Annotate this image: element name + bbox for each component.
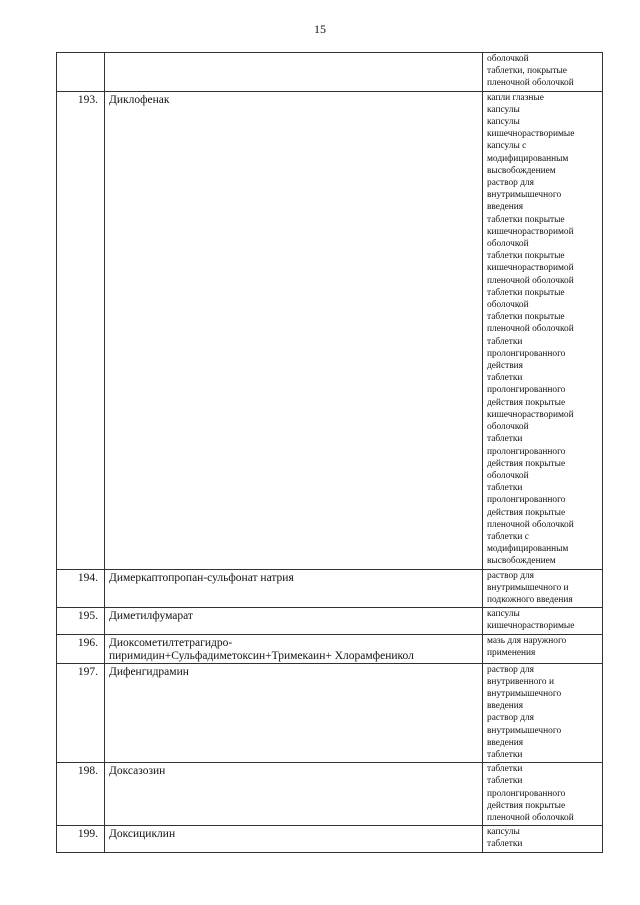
- table-row: [57, 663, 603, 763]
- dosage-form-line: таблетки: [487, 483, 523, 494]
- row-number: 195.: [57, 608, 105, 634]
- dosage-forms: [483, 634, 603, 663]
- table-row: [57, 634, 603, 663]
- dosage-form-line: внутримышечного и: [487, 582, 569, 593]
- table-row: [57, 826, 603, 852]
- drug-name: [105, 53, 483, 92]
- dosage-form-line: кишечнорастворимые: [487, 129, 575, 140]
- dosage-forms: [483, 53, 603, 92]
- dosage-form-line: действия покрытые: [487, 458, 566, 469]
- dosage-form-line: оболочкой: [487, 470, 529, 481]
- dosage-form-line: таблетки: [487, 373, 523, 384]
- dosage-form-line: таблетки: [487, 776, 523, 787]
- dosage-form-line: раствор для: [487, 664, 534, 675]
- dosage-form-line: внутривенного и: [487, 676, 554, 687]
- row-number: 194.: [57, 569, 105, 608]
- dosage-form-line: кишечнорастворимые: [487, 621, 575, 632]
- dosage-form-line: таблетки: [487, 336, 523, 347]
- row-number: 198.: [57, 763, 105, 826]
- dosage-form-line: кишечнорастворимой: [487, 263, 574, 274]
- drug-name-line: Диоксометилтетрагидро-: [109, 636, 233, 649]
- dosage-form-line: оболочкой: [487, 239, 529, 250]
- drug-name: Диклофенак: [105, 91, 483, 569]
- dosage-forms: [483, 663, 603, 763]
- dosage-form-line: оболочкой: [487, 300, 529, 311]
- row-number: 197.: [57, 663, 105, 763]
- dosage-form-line: капсулы с: [487, 141, 527, 152]
- dosage-form-line: капсулы: [487, 104, 520, 115]
- dosage-form-line: модифицированным: [487, 544, 569, 555]
- dosage-form-line: внутримышечного: [487, 190, 562, 201]
- dosage-form-line: действия: [487, 361, 523, 372]
- page-number: 15: [314, 22, 326, 36]
- drug-name: Диметилфумарат: [105, 608, 483, 634]
- dosage-form-line: введения: [487, 737, 524, 748]
- drug-table: [56, 52, 603, 853]
- drug-name: Дифенгидрамин: [105, 663, 483, 763]
- dosage-form-line: раствор для: [487, 178, 534, 189]
- dosage-form-line: таблетки с: [487, 531, 529, 542]
- table-row: [57, 569, 603, 608]
- dosage-form-line: капли глазные: [487, 92, 544, 103]
- dosage-form-line: пролонгированного: [487, 348, 566, 359]
- dosage-form-line: капсулы: [487, 609, 520, 620]
- dosage-form-line: капсулы: [487, 827, 520, 838]
- dosage-form-line: пленочной оболочкой: [487, 275, 574, 286]
- dosage-form-line: раствор для: [487, 713, 534, 724]
- dosage-form-line: таблетки, покрытые: [487, 66, 567, 77]
- dosage-form-line: таблетки покрытые: [487, 312, 565, 323]
- dosage-form-line: пролонгированного: [487, 385, 566, 396]
- dosage-form-line: таблетки: [487, 749, 523, 760]
- row-number: 196.: [57, 634, 105, 663]
- dosage-forms: [483, 826, 603, 852]
- dosage-form-line: пленочной оболочкой: [487, 812, 574, 823]
- dosage-forms: [483, 763, 603, 826]
- dosage-form-line: пролонгированного: [487, 495, 566, 506]
- row-number: [57, 53, 105, 92]
- dosage-form-line: внутримышечного: [487, 688, 562, 699]
- drug-name: Доксазозин: [105, 763, 483, 826]
- dosage-form-line: подкожного введения: [487, 594, 573, 605]
- dosage-form-line: таблетки покрытые: [487, 214, 565, 225]
- dosage-form-line: введения: [487, 701, 524, 712]
- dosage-form-line: кишечнорастворимой: [487, 409, 574, 420]
- dosage-form-line: оболочкой: [487, 422, 529, 433]
- table-row: [57, 763, 603, 826]
- drug-name: Доксициклин: [105, 826, 483, 852]
- table-row: [57, 91, 603, 569]
- dosage-form-line: модифицированным: [487, 153, 569, 164]
- drug-name: [105, 634, 483, 663]
- dosage-form-line: действия покрытые: [487, 507, 566, 518]
- dosage-form-line: пролонгированного: [487, 446, 566, 457]
- dosage-form-line: раствор для: [487, 570, 534, 581]
- dosage-form-line: высвобождением: [487, 556, 556, 567]
- dosage-form-line: введения: [487, 202, 524, 213]
- dosage-form-line: капсулы: [487, 117, 520, 128]
- dosage-form-line: кишечнорастворимой: [487, 226, 574, 237]
- dosage-form-line: внутримышечного: [487, 725, 562, 736]
- dosage-form-line: пленочной оболочкой: [487, 324, 574, 335]
- dosage-forms: [483, 91, 603, 569]
- dosage-form-line: применения: [487, 647, 536, 658]
- row-number: 199.: [57, 826, 105, 852]
- dosage-form-line: действия покрытые: [487, 397, 566, 408]
- drug-name-line: пиримидин+Сульфадиметоксин+Тримекаин+ Хлорамфеникол: [109, 649, 414, 662]
- table-row: [57, 608, 603, 634]
- dosage-form-line: мазь для наружного: [487, 635, 567, 646]
- drug-name: Димеркаптопропан-сульфонат натрия: [105, 569, 483, 608]
- dosage-form-line: пленочной оболочкой: [487, 78, 574, 89]
- dosage-form-line: таблетки: [487, 764, 523, 775]
- dosage-form-line: таблетки: [487, 839, 523, 850]
- table-row: [57, 53, 603, 92]
- dosage-form-line: действия покрытые: [487, 800, 566, 811]
- dosage-forms: [483, 569, 603, 608]
- dosage-form-line: оболочкой: [487, 54, 529, 64]
- dosage-form-line: таблетки покрытые: [487, 287, 565, 298]
- dosage-form-line: таблетки покрытые: [487, 251, 565, 262]
- dosage-form-line: пролонгированного: [487, 788, 566, 799]
- dosage-form-line: высвобождением: [487, 165, 556, 176]
- dosage-form-line: пленочной оболочкой: [487, 519, 574, 530]
- dosage-form-line: таблетки: [487, 434, 523, 445]
- dosage-forms: [483, 608, 603, 634]
- row-number: 193.: [57, 91, 105, 569]
